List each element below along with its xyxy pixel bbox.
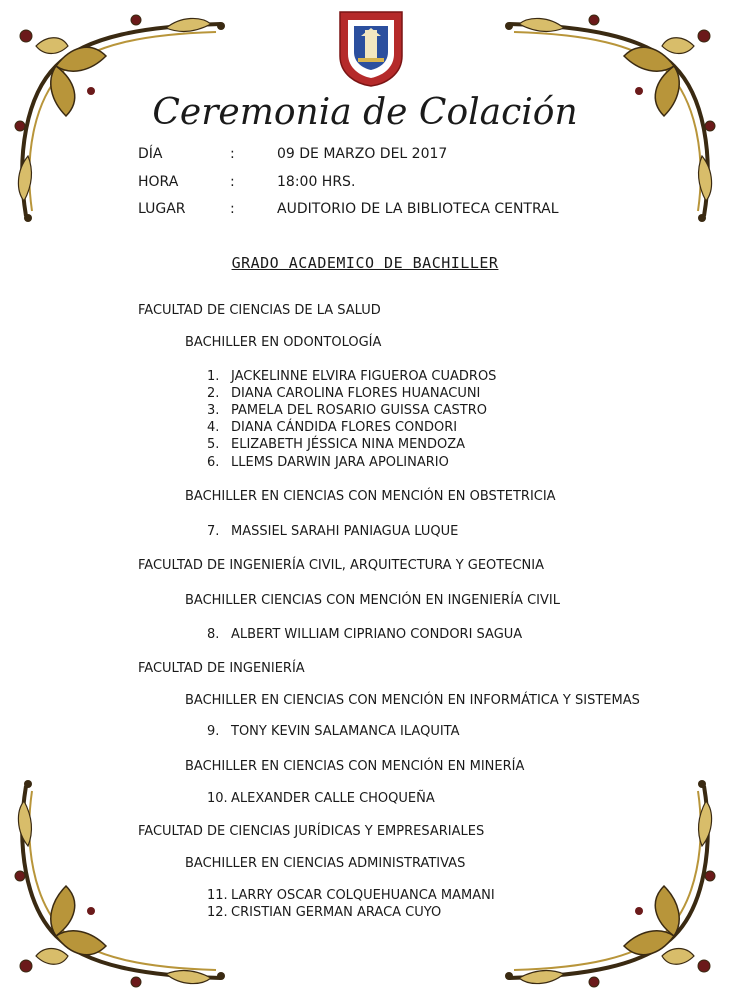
- graduate-name: LLEMS DARWIN JARA APOLINARIO: [231, 455, 449, 470]
- graduate-item: [207, 888, 495, 903]
- item-number: 4.: [207, 420, 220, 435]
- item-number: 3.: [207, 403, 220, 418]
- faculty-heading: FACULTAD DE CIENCIAS JURÍDICAS Y EMPRESARIALES: [138, 824, 485, 839]
- item-number: 11.: [207, 888, 228, 903]
- item-number: 5.: [207, 437, 220, 452]
- graduate-item: [207, 437, 465, 452]
- graduate-item: [207, 791, 435, 806]
- info-value: 18:00 HRS.: [277, 174, 356, 190]
- degree-heading: BACHILLER EN CIENCIAS ADMINISTRATIVAS: [185, 856, 466, 871]
- info-separator: :: [230, 201, 235, 217]
- info-separator: :: [230, 174, 235, 190]
- info-label: LUGAR: [138, 201, 186, 217]
- faculty-heading: FACULTAD DE CIENCIAS DE LA SALUD: [138, 303, 381, 318]
- item-number: 8.: [207, 627, 220, 642]
- degree-heading: BACHILLER EN CIENCIAS CON MENCIÓN EN INFORMÁTICA Y SISTEMAS: [185, 693, 640, 708]
- graduate-name: JACKELINNE ELVIRA FIGUEROA CUADROS: [231, 369, 497, 384]
- graduate-item: [207, 627, 522, 642]
- graduate-name: PAMELA DEL ROSARIO GUISSA CASTRO: [231, 403, 488, 418]
- graduate-item: [207, 724, 460, 739]
- degree-heading: BACHILLER EN CIENCIAS CON MENCIÓN EN OBSTETRICIA: [185, 489, 556, 504]
- item-number: 2.: [207, 386, 220, 401]
- item-number: 1.: [207, 369, 220, 384]
- graduate-name: ALBERT WILLIAM CIPRIANO CONDORI SAGUA: [231, 627, 523, 642]
- ceremony-title: Ceremonia de Colación: [152, 92, 578, 133]
- graduate-name: DIANA CAROLINA FLORES HUANACUNI: [231, 386, 481, 401]
- graduate-name: ELIZABETH JÉSSICA NINA MENDOZA: [231, 437, 466, 452]
- graduate-item: [207, 420, 457, 435]
- info-label: DÍA: [138, 146, 163, 162]
- item-number: 6.: [207, 455, 220, 470]
- graduate-name: LARRY OSCAR COLQUEHUANCA MAMANI: [231, 888, 495, 903]
- graduate-name: CRISTIAN GERMAN ARACA CUYO: [231, 905, 442, 920]
- item-number: 7.: [207, 524, 220, 539]
- corner-ornament-bottom-right: [494, 776, 724, 996]
- graduate-name: DIANA CÁNDIDA FLORES CONDORI: [231, 420, 458, 435]
- degree-heading: BACHILLER EN CIENCIAS CON MENCIÓN EN MINERÍA: [185, 759, 525, 774]
- faculty-heading: FACULTAD DE INGENIERÍA CIVIL, ARQUITECTURA Y GEOTECNIA: [138, 558, 544, 573]
- info-label: HORA: [138, 174, 179, 190]
- degree-heading: BACHILLER EN ODONTOLOGÍA: [185, 335, 382, 350]
- graduate-item: [207, 524, 458, 539]
- corner-ornament-bottom-left: [6, 776, 236, 996]
- graduate-item: [207, 905, 441, 920]
- degree-heading: BACHILLER CIENCIAS CON MENCIÓN EN INGENIERÍA CIVIL: [185, 593, 560, 608]
- graduate-item: [207, 386, 480, 401]
- item-number: 12.: [207, 905, 228, 920]
- graduate-item: [207, 369, 496, 384]
- faculty-heading: FACULTAD DE INGENIERÍA: [138, 661, 305, 676]
- item-number: 10.: [207, 791, 228, 806]
- info-separator: :: [230, 146, 235, 162]
- graduate-item: [207, 403, 487, 418]
- item-number: 9.: [207, 724, 220, 739]
- graduate-name: ALEXANDER CALLE CHOQUEÑA: [231, 791, 435, 806]
- info-value: 09 DE MARZO DEL 2017: [277, 146, 448, 162]
- graduate-item: [207, 455, 449, 470]
- graduate-name: MASSIEL SARAHI PANIAGUA LUQUE: [231, 524, 459, 539]
- grade-heading: GRADO ACADEMICO DE BACHILLER: [231, 254, 499, 272]
- info-value: AUDITORIO DE LA BIBLIOTECA CENTRAL: [277, 201, 559, 217]
- graduate-name: TONY KEVIN SALAMANCA ILAQUITA: [231, 724, 460, 739]
- university-seal-logo: [334, 8, 408, 88]
